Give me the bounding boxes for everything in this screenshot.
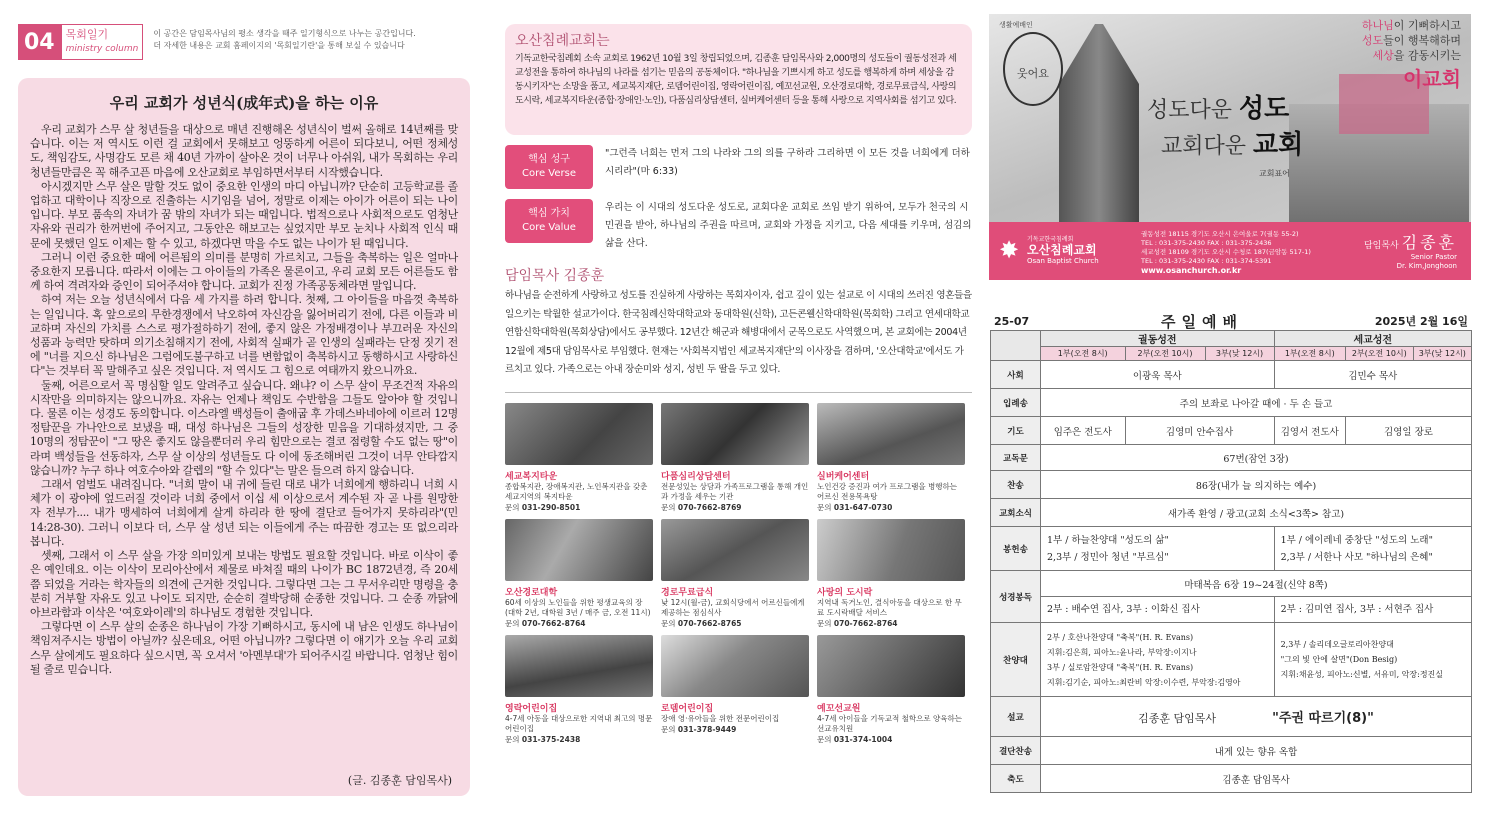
service-header: 3부(낮 12시) — [1413, 347, 1471, 361]
table-cell: 86장(내가 늘 의지하는 예수) — [1041, 471, 1472, 499]
ministry-column — [18, 24, 470, 799]
service-header: 2부(오전 10시) — [1125, 347, 1205, 361]
ministry-name: 경로무료급식 — [661, 587, 714, 598]
table-cell: 김종훈 담임목사 — [1041, 765, 1472, 793]
order-header — [990, 312, 1472, 330]
row-label: 입례송 — [991, 389, 1041, 417]
column-desc-line-2: 더 자세한 내용은 교회 홈페이지의 '목회일기란'을 통해 보실 수 있습니다 — [153, 41, 405, 50]
ministry-card — [505, 635, 653, 745]
pastor-label: 담임목사 — [1363, 241, 1399, 251]
church-logo-icon: ✸ — [999, 236, 1020, 264]
table-row — [991, 527, 1472, 571]
cell-line: 1부 / 하늘찬양대 "성도의 삶" — [1047, 534, 1169, 546]
ministries-grid — [505, 403, 972, 745]
table-cell: 주의 보좌로 나아갈 때에 · 두 손 들고 — [1041, 389, 1472, 417]
ministry-desc: 지역내 독거노인, 결식아동을 대상으로 한 무료 도시락배달 서비스 — [817, 597, 962, 617]
ministry-name: 오산경로대학 — [505, 587, 558, 598]
row-label: 찬양대 — [991, 623, 1041, 697]
table-cell: 김영서 전도사 — [1274, 417, 1345, 445]
worship-order — [990, 312, 1472, 793]
motto-line-1 — [1147, 92, 1303, 128]
table-cell: 임주은 전도사 — [1041, 417, 1126, 445]
ministry-name: 로뎀어린이집 — [661, 703, 714, 714]
tel-label: 문의 — [817, 502, 832, 512]
table-row — [991, 361, 1472, 389]
cell-line: 지휘:김은희, 피아노:윤나라, 부악장:이지나 — [1047, 647, 1197, 657]
ministry-card — [505, 519, 653, 629]
ministry-card — [505, 403, 653, 513]
ministry-card — [661, 519, 809, 629]
ministry-photo — [661, 635, 809, 697]
row-label: 설교 — [991, 697, 1041, 737]
row-label: 결단찬송 — [991, 737, 1041, 765]
tel-number: 031-374-1004 — [833, 734, 893, 744]
order-table — [990, 330, 1472, 793]
table-row — [991, 737, 1472, 765]
ministry-desc: 4-7세 아이들을 기독교적 철학으로 양육하는 선교유치원 — [817, 713, 962, 733]
ministry-tel — [817, 502, 965, 513]
table-row — [991, 697, 1472, 737]
divider — [505, 392, 972, 393]
banner-footer — [989, 222, 1471, 280]
row-label: 교독문 — [991, 445, 1041, 471]
ministry-name: 영락어린이집 — [505, 703, 558, 714]
ministry-tel — [505, 502, 653, 513]
ministry-tel — [661, 502, 809, 513]
column-desc-line-1: 이 공간은 담임목사님의 평소 생각을 때주 일기형식으로 나누는 공간입니다. — [153, 29, 416, 38]
church-intro — [505, 24, 972, 799]
ministry-photo — [817, 519, 965, 581]
table-row — [991, 389, 1472, 417]
ministry-tel — [505, 618, 653, 629]
motto-part: 성도다운 — [1147, 98, 1240, 123]
tel-label: 문의 — [661, 724, 676, 734]
core-verse-label-en: Core Verse — [521, 168, 576, 179]
ministry-photo — [661, 403, 809, 465]
table-cell: 새가족 환영 / 광고(교회 소식<3쪽> 참고) — [1041, 499, 1472, 527]
row-label: 교회소식 — [991, 499, 1041, 527]
row-label: 사회 — [991, 361, 1041, 389]
slogan-big: 이교회 — [1403, 67, 1461, 91]
ministry-name: 실버케어센터 — [817, 471, 870, 482]
tel-number: 031-375-2438 — [521, 734, 581, 744]
issue-number: 25-07 — [994, 314, 1030, 328]
table-row — [991, 471, 1472, 499]
core-value-tag — [505, 199, 593, 243]
tel-number: 070-7662-8764 — [521, 618, 586, 628]
ministry-photo — [505, 635, 653, 697]
service-header: 2부(오전 10시) — [1345, 347, 1413, 361]
slogan-rest: 들이 행복해하며 — [1383, 34, 1461, 47]
ministry-tel — [817, 618, 965, 629]
address-line: TEL : 031-375-2430 FAX : 031-374-5391 — [1141, 257, 1272, 265]
tel-label: 문의 — [661, 502, 676, 512]
tel-label: 문의 — [505, 734, 520, 744]
service-header: 1부(오전 8시) — [1041, 347, 1126, 361]
tel-label: 문의 — [505, 618, 520, 628]
table-row — [991, 499, 1472, 527]
church-denomination: 기독교한국침례회 — [1027, 236, 1074, 243]
column-tag — [61, 24, 144, 60]
banner-slogan — [1362, 18, 1461, 92]
core-verse-label: 핵심 성구 — [528, 154, 570, 165]
row-label: 성경봉독 — [991, 571, 1041, 623]
ministry-photo — [505, 403, 653, 465]
intro-text: 기독교한국침례회 소속 교회로 1962년 10월 3일 창립되었으며, 김종훈 담임목사와 2,000명의 성도들이 궐동성전과 세교성전을 통하여 하나님의 나라를 섬기는 믿음의 공동체이다. "하나님을 기쁘시게 하고 성도를 행복하게 하며 세상을 감동시키자"는 소망을 품고, 세교복지재단, 로뎀어린이집, 영락어린이집, 예꼬선교원, 오산경로대학, 경로무료급식, 사랑의도시락, 세교복지타운(종합·장애인·노인), 다품심리상담센터, 실버케어센터 등을 통해 사랑으로 지역사회를 섬기고 있다. — [515, 54, 957, 106]
column-description — [143, 24, 415, 52]
ministry-tel — [505, 734, 653, 745]
ministry-desc: 종합복지관, 장애복지관, 노인복지관을 갖춘 세교지역의 복지타운 — [505, 481, 648, 501]
tel-number: 031-290-8501 — [521, 502, 581, 512]
core-value-label-en: Core Value — [522, 222, 576, 233]
table-cell: 김영일 장로 — [1345, 417, 1471, 445]
cover-banner — [989, 14, 1471, 280]
tel-label: 문의 — [817, 618, 832, 628]
ministry-card — [817, 519, 965, 629]
pastor-name: 김종훈 — [1401, 233, 1457, 252]
cell-line: 지휘:채윤성, 피아노:신별, 서유미, 악장:정진실 — [1280, 670, 1444, 679]
column-paragraph: 하여 저는 오늘 성년식에서 다음 세 가지를 하려 합니다. 첫째, 그 아이들을 마음껏 축복하는 일입니다. 혹 앞으로의 무한경쟁에서 낙오하여 자신감을 잃어버리기 전에, 다른 이들과 비교하며 자신의 가치를 스스로 평가절하하기 전에, 좋지 않은 가정배경이나 부끄러운 자신의 성품과 능력만 탓하며 의기소침해지기 전에, 사회적 실패가 곧 인생의 실패라는 단정 짓기 전에 "너를 지으신 하나님은 그럼에도불구하고 너를 변함없이 축복하시고 동행하시고 사랑하신다"는 것부터 꼭 말해주고 싶은 것입니다. 저 역시도 그 힘으로 여태까지 왔으니까요. — [30, 293, 458, 378]
address-line: 궐동성전 18115 경기도 오산시 은여울로 7(궐동 55-2) — [1141, 230, 1299, 238]
column-header — [18, 24, 470, 64]
pastor-heading: 담임목사 김종훈 — [505, 268, 605, 284]
column-paragraph: 우리 교회가 스무 살 청년들을 대상으로 매년 진행해온 성년식이 벌써 올해로 14년째를 맞습니다. 이는 저 역시도 이런 걸 교회에서 못해보고 엉뚱하게 어른이 되다보니, 어떤 정체성도, 책임감도, 사명감도 모른 채 40년 가까이 살아온 것이 너무나 아쉬워, 내가 목회하는 우리 청년들만큼은 꼭 해주고픈 마음에 오산교회로 부임하면서부터 시작했습니다. — [30, 123, 458, 179]
table-row — [991, 417, 1472, 445]
cell-line: "그의 빛 안에 살면"(Don Besig) — [1280, 655, 1398, 664]
slogan-line-2 — [1362, 33, 1461, 48]
tel-number: 070-7662-8765 — [677, 618, 742, 628]
smile-logo — [1003, 32, 1063, 106]
group-header: 세교성전 — [1274, 331, 1471, 347]
ministry-card — [661, 403, 809, 513]
service-header: 1부(오전 8시) — [1274, 347, 1345, 361]
church-name-en: Osan Baptist Church — [1027, 257, 1099, 265]
core-value-row — [505, 199, 972, 253]
church-name-block — [1027, 234, 1099, 265]
motto-emphasis: 성도 — [1239, 94, 1290, 124]
tel-label: 문의 — [661, 618, 676, 628]
cell-line: 2,3부 / 솔리데오글로리아찬양대 — [1280, 640, 1394, 649]
ministry-name: 사랑의 도시락 — [817, 587, 873, 598]
pastor-text: 하나님을 순전하게 사랑하고 성도를 진실하게 사랑하는 목회자이자, 쉽고 깊이 있는 설교로 이 시대의 쓰러진 영혼들을 일으키는 탁월한 설교가이다. 한국침례신학대학교와 동대학원(신학), 고든콘웰신학대학원(목회학) 그리고 연세대학교 연합신학대학원(목회상담)에서도 공부했다. 12년간 해군과 해병대에서 군목으로도 사역했으며, 본 교회에는 2004년 12월에 제5대 담임목사로 부임했다. 현재는 '사회복지법인 세교복지재단'의 이사장을 겸하며, '오산대학교'에서도 가르치고 있다. 가족으로는 아내 장순미와 성지, 성빈 두 딸을 두고 있다. — [505, 290, 972, 375]
pastor-credit-line — [1364, 230, 1457, 253]
cell-line: 2,3부 / 정민아 청년 "부르심" — [1047, 551, 1169, 563]
ministry-card — [817, 635, 965, 745]
pastor-profile — [505, 265, 972, 380]
tel-number: 070-7662-8769 — [677, 502, 742, 512]
table-row — [991, 597, 1472, 623]
ministry-name: 다품심리상담센터 — [661, 471, 731, 482]
table-row — [991, 765, 1472, 793]
slogan-word: 성도 — [1361, 34, 1384, 47]
column-paragraph: 그러니 이런 중요한 때에 어른됨의 의미를 분명히 가르치고, 그들을 축복하는 일은 얼마나 중요한지 모릅니다. 따라서 이에는 그 아이들의 가족은 물론이고, 우리 교회 모든 어른들도 함께 하여 격려자와 증인이 되어주셔야 합니다. 교회가 진정 가족공동체라면 말입니다. — [30, 250, 458, 293]
table-cell — [1041, 527, 1275, 571]
order-title: 주일예배 — [1161, 312, 1244, 331]
church-tower-image — [1059, 24, 1139, 224]
ministry-tel — [817, 734, 965, 745]
pastor-credit — [1364, 230, 1457, 271]
ministry-desc: 노인건강 증진과 여가 프로그램을 병행하는 어르신 전용목욕탕 — [817, 481, 957, 501]
intro-box — [505, 24, 972, 135]
slogan-line-1 — [1362, 18, 1461, 33]
table-cell: 마태복음 6장 19~24절(신약 8쪽) — [1041, 571, 1472, 597]
ministry-desc: 낮 12시(월-금), 교회식당에서 어르신들에게 제공하는 점심식사 — [661, 597, 805, 617]
table-row — [991, 445, 1472, 471]
slogan-line-3 — [1362, 48, 1461, 63]
pastor-title-en: Senior Pastor — [1410, 253, 1457, 261]
column-paragraph: 그래서 엄벌도 내려집니다. "너희 말이 내 귀에 들린 대로 내가 너희에게 행하리니 너희 시체가 이 광야에 엎드러질 것이라 너희 중에서 이십 세 이상으로서 계수된 자 곧 나를 원망한 자 전부가.... 내가 맹세하여 너희에게 살게 하리라 한 땅에 결단코 들어가지 못하리라"(민 14:28-30). 그러니 이보다 더, 스무 살 성년 되는 이들에게 주는 따끔한 경고는 또 없으리라 봅니다. — [30, 478, 458, 548]
column-paragraph: 둘째, 어른으로서 꼭 명심할 일도 알려주고 싶습니다. 왜냐? 이 스무 살이 무조건적 자유의 시작만을 의미하지는 않으니까요. 자유는 언제나 책임도 수반함을 그들도 알아야 할 것입니다. 물론 이는 성경도 동의합니다. 이스라엘 백성들이 출애굽 후 가데스바네아에 이르러 12명 정탐꾼을 가나안으로 보냈을 때, 대성 하나님은 그들의 성장한 믿음을 기대하셨지만, 그 중 10명의 정탐꾼이 "그 땅은 좋지도 않을뿐더러 우리 힘만으로는 결코 점령할 수도 없는 땅"이라며 백성들을 선동하자, 스무 살 이상의 성년들도 다 이에 동조해버린 그것이 너무 안타깝지 않습니까? 누구 하나 여호수아와 갈렙의 "할 수 있다"는 말은 들으려 하지 않습니다. — [30, 378, 458, 477]
ministry-name: 세교복지타운 — [505, 471, 558, 482]
column-signature: (글. 김종훈 담임목사) — [347, 774, 452, 787]
church-website-link[interactable]: www.osanchurch.or.kr — [1141, 266, 1242, 275]
ministry-card — [661, 635, 809, 745]
core-verse-row — [505, 145, 972, 189]
motto-caption: 교회표어 — [1259, 169, 1290, 178]
cell-line: 3부 / 실로암찬양대 "축복"(H. R. Evans) — [1047, 662, 1194, 672]
cell-line: 1부 / 에이레네 중창단 "성도의 노래" — [1280, 534, 1433, 546]
service-header: 3부(낮 12시) — [1205, 347, 1274, 361]
column-body — [30, 123, 458, 677]
sermon-preacher: 김종훈 담임목사 — [1138, 712, 1217, 725]
row-label: 축도 — [991, 765, 1041, 793]
ministry-photo — [817, 403, 965, 465]
ministry-tel — [661, 724, 809, 735]
ministry-photo — [817, 635, 965, 697]
table-cell: 67번(잠언 3장) — [1041, 445, 1472, 471]
smile-logo-text: 웃어요 — [1017, 67, 1049, 80]
column-paragraph: 아시겠지만 스무 살은 말할 것도 없이 중요한 인생의 마디 아닙니까? 단순히 고등학교를 졸업하고 대학이나 직장으로 진출하는 시기임을 넘어, 정말로 이제는 아이가 어른이 되는 나이입니다. 부모 품속의 자녀가 꿈 밖의 자녀가 되는 때입니다. 법적으로나 사회적으로도 엄청난 자유와 권리가 한꺼번에 주어지고, 그동안은 해보고는 싶었지만 부모 눈치나 사회적 인식 때문에 못했던 일도 이제는 할 수 있고, 하겠다면 막을 수도 없는 나이가 된 때입니다. — [30, 179, 458, 250]
tel-number: 031-647-0730 — [833, 502, 893, 512]
intro-heading: 오산침례교회는 — [515, 33, 610, 49]
ministry-photo — [661, 519, 809, 581]
page-number: 04 — [18, 24, 61, 60]
address-line: TEL : 031-375-2430 FAX : 031-375-2436 — [1141, 239, 1272, 247]
motto-line-2 — [1147, 128, 1303, 164]
pastor-name-en: Dr. Kim,Jonghoon — [1396, 262, 1457, 270]
column-tag-en: ministry column — [65, 44, 139, 54]
tel-label: 문의 — [817, 734, 832, 744]
column-tag-label: 목회일기 — [65, 28, 109, 41]
group-header: 궐동성전 — [1041, 331, 1275, 347]
column-paragraph: 그렇다면 이 스무 살의 순종은 하나님이 가장 기뻐하시고, 동시에 내 남은 인생도 하나님이 책임져주시는 방법이 아닐까? 싶은데요, 어떤 아닙니까? 그렇다면 이 얘기가 오늘 우리 교회 스무 살에게도 필요하다 싶으시면, 꼭 오셔서 '아멘부대'가 되어주시길 바랍니다. 엄청난 힘이 될 줄로 믿습니다. — [30, 620, 458, 676]
ministry-name: 예꼬선교원 — [817, 703, 861, 714]
ministry-desc: 60세 이상의 노인들을 위한 평생교육의 장 (대학 2년, 대학원 3년 / 매주 금, 오전 11시) — [505, 597, 651, 617]
ministry-tel — [661, 618, 809, 629]
slogan-rest: 을 감동시키는 — [1393, 49, 1461, 62]
core-verse-tag — [505, 145, 593, 189]
church-address — [1141, 230, 1311, 276]
slogan-word: 세상 — [1372, 49, 1394, 62]
column-article — [18, 78, 470, 796]
ministry-photo — [505, 519, 653, 581]
table-cell: 김영미 안수집사 — [1125, 417, 1274, 445]
church-motto — [1147, 92, 1303, 164]
core-value-label: 핵심 가치 — [528, 208, 570, 219]
table-cell — [1274, 623, 1471, 697]
table-cell — [1041, 697, 1472, 737]
tel-label: 문의 — [505, 502, 520, 512]
church-name: 오산침례교회 — [1027, 243, 1097, 257]
table-cell: 이광욱 목사 — [1041, 361, 1275, 389]
row-label: 찬송 — [991, 471, 1041, 499]
motto-emphasis: 교회 — [1253, 130, 1304, 160]
table-cell: 2부 : 김미연 집사, 3부 : 서현주 집사 — [1274, 597, 1471, 623]
cell-line: 지휘:김기순, 피아노:최란비 악장:이수련, 부악장:김영아 — [1047, 677, 1241, 687]
table-row — [991, 623, 1472, 697]
banner-small-text: 생활예배인 — [999, 21, 1033, 29]
table-row — [991, 571, 1472, 597]
ministry-card — [817, 403, 965, 513]
address-line: 세교성전 18109 경기도 오산시 수청로 187(금암동 517-1) — [1141, 248, 1311, 256]
ministry-desc: 전문성있는 상담과 가족프로그램을 통해 개인과 가정을 세우는 기관 — [661, 481, 809, 501]
corner-cell — [991, 331, 1041, 361]
ministry-desc: 4-7세 아동을 대상으로한 지역내 최고의 명문 어린이집 — [505, 713, 653, 733]
sermon-title: "주권 따르기(8)" — [1272, 711, 1374, 726]
order-date: 2025년 2월 16일 — [1374, 315, 1468, 328]
cell-line: 2부 / 호산나찬양대 "축복"(H. R. Evans) — [1047, 632, 1194, 642]
cell-line: 2,3부 / 서한나 사모 "하나님의 은혜" — [1280, 551, 1433, 563]
table-cell: 김민수 목사 — [1274, 361, 1471, 389]
motto-part: 교회다운 — [1161, 134, 1254, 159]
table-cell: 내게 있는 향유 옥합 — [1041, 737, 1472, 765]
column-paragraph: 셋째, 그래서 이 스무 살을 가장 의미있게 보내는 방법도 필요할 것입니다. 바로 이삭이 좋은 예인데요. 이는 이삭이 모리아산에서 제물로 바쳐질 때의 나이가 BC 1872년경, 즉 20세 쯤 되었을 거라는 학자들의 의견에 근거한 것입니다. 그렇다면 그는 그 무서우리만 명령을 충분히 거부할 자유도 있고 나이도 되지만, 순순히 결박당해 순종한 것입니다. 그 순종 까닭에 아브라함과 이삭은 '여호와이레'의 하나님도 경험한 것입니다. — [30, 549, 458, 619]
slogan-word: 하나님 — [1361, 19, 1394, 32]
table-cell: 2부 : 배수연 집사, 3부 : 이화신 집사 — [1041, 597, 1275, 623]
slogan-rest: 이 기뻐하시고 — [1393, 19, 1461, 32]
ministry-desc: 장애 영·유아들을 위한 전문어린이집 — [661, 713, 780, 723]
core-verse-text: "그런즉 너희는 먼저 그의 나라와 그의 의를 구하라 그리하면 이 모든 것을 너희에게 더하시리라"(마 6:33) — [605, 148, 970, 177]
column-title: 우리 교회가 성년식(成年式)을 하는 이유 — [109, 94, 379, 112]
row-label: 기도 — [991, 417, 1041, 445]
table-cell — [1041, 623, 1275, 697]
tel-number: 070-7662-8764 — [833, 618, 898, 628]
core-value-text: 우리는 이 시대의 성도다운 성도로, 교회다운 교회로 쓰임 받기 위하여, 모두가 천국의 시민권을 받아, 하나님의 주권을 따르며, 교회와 가정을 지키고, 다음 세대를 키우며, 섬김의 삶을 산다. — [605, 202, 972, 249]
tel-number: 031-378-9449 — [677, 724, 737, 734]
table-cell — [1274, 527, 1471, 571]
row-label: 봉헌송 — [991, 527, 1041, 571]
